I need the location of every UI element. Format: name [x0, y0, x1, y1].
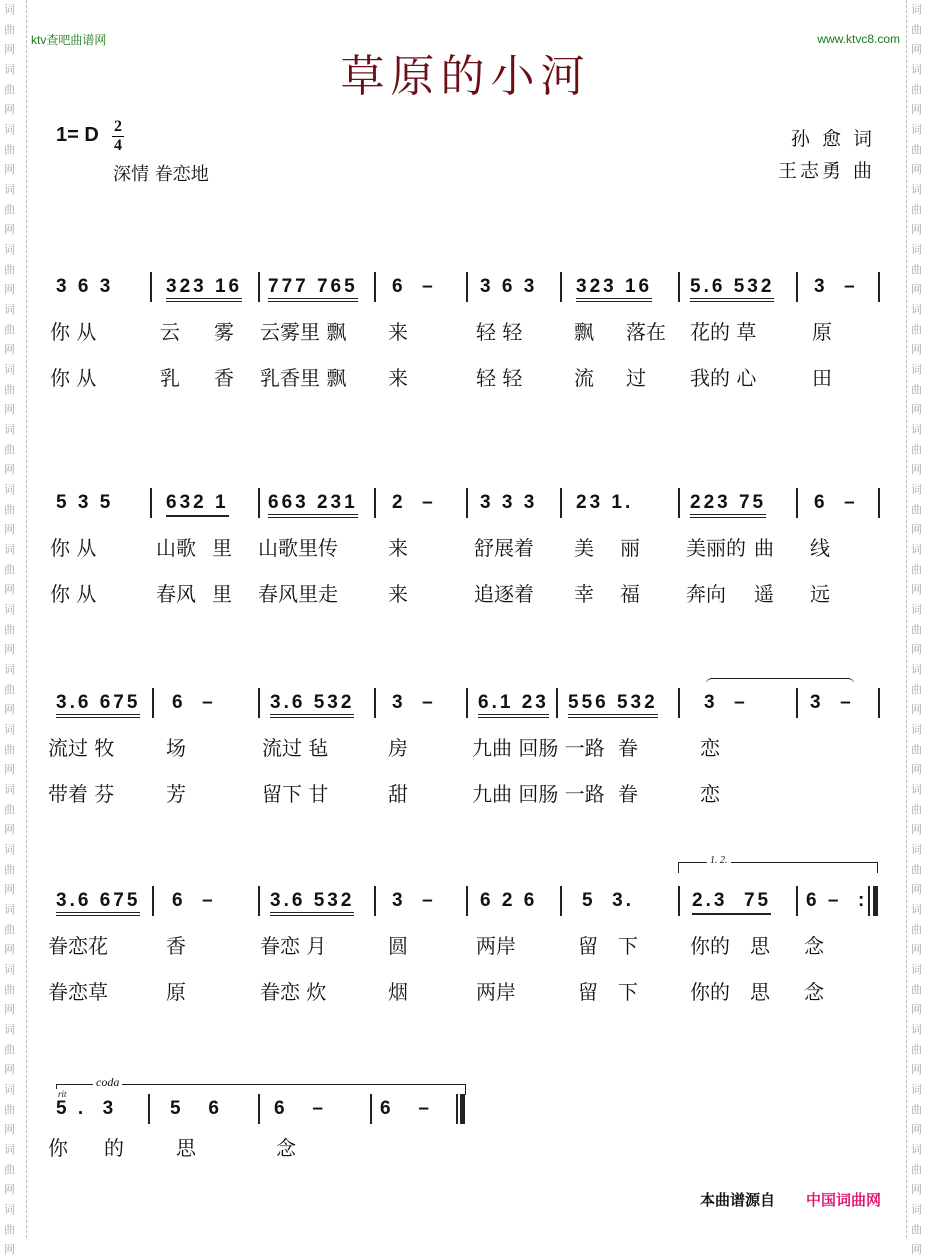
- watermark-text: 词 曲 网: [4, 723, 15, 776]
- lyric: 带着 芬: [48, 782, 115, 806]
- watermark-text: 词 曲 网: [911, 183, 922, 236]
- source-site-link[interactable]: 中国词曲网: [806, 1191, 882, 1209]
- lyric: 来: [388, 320, 408, 344]
- barline: [152, 688, 154, 718]
- lyric: 来: [388, 582, 408, 606]
- lyric: 你 从: [50, 582, 97, 606]
- watermark-text: 词 曲 网: [4, 303, 15, 356]
- barline: [796, 272, 798, 302]
- watermark-text: 词 曲 网: [4, 963, 15, 1016]
- barline: [796, 488, 798, 518]
- lyric: 九曲 回肠 一路: [472, 736, 605, 760]
- measure: 5 3.: [582, 890, 634, 911]
- right-watermark-column: [906, 0, 931, 1256]
- lyric: 思: [176, 1136, 196, 1160]
- barline: [466, 688, 468, 718]
- lyric: 芳: [166, 782, 186, 806]
- lyric: 眷: [618, 736, 638, 760]
- watermark-text: 词 曲 网: [911, 963, 922, 1016]
- lyric: 眷: [618, 782, 638, 806]
- measure: 3 –: [810, 692, 854, 713]
- watermark-text: 词 曲 网: [911, 1083, 922, 1136]
- lyrics-verse-1: [48, 524, 880, 570]
- lyric: 九曲 回肠 一路: [472, 782, 605, 806]
- measure: 3 –: [814, 276, 858, 297]
- notation-line: [48, 682, 880, 724]
- final-barline: [460, 1094, 465, 1124]
- lyric: 原: [812, 320, 832, 344]
- lyric: 思: [750, 934, 770, 958]
- barline: [152, 886, 154, 916]
- measure: 3.6 675: [56, 692, 140, 718]
- lyric: 房: [388, 736, 408, 760]
- lyric: 里: [212, 536, 232, 560]
- lyric: 的: [104, 1136, 124, 1160]
- barline: [556, 688, 558, 718]
- lyric: 线: [810, 536, 830, 560]
- barline: [678, 886, 680, 916]
- barline: [258, 488, 260, 518]
- watermark-text: 词 曲 网: [4, 843, 15, 896]
- lyric: 遥: [754, 582, 774, 606]
- lyric: 流: [574, 366, 594, 390]
- lyric: 圆: [388, 934, 408, 958]
- barline: [868, 886, 870, 916]
- barline: [374, 272, 376, 302]
- lyrics-verse-2: [48, 770, 880, 816]
- notation-line: [48, 880, 880, 922]
- time-bottom: 4: [114, 137, 122, 154]
- lyrics-verse-2: [48, 570, 880, 616]
- measure: 6 –: [380, 1098, 432, 1119]
- barline: [796, 688, 798, 718]
- lyric: 念: [276, 1136, 296, 1160]
- watermark-text: 词 曲 网: [4, 483, 15, 536]
- lyric: 山歌里传: [258, 536, 338, 560]
- measure: 3.6 675: [56, 890, 140, 916]
- lyric: 美丽的: [686, 536, 746, 560]
- barline: [258, 1094, 260, 1124]
- tempo-marking: 深情 眷恋地: [113, 164, 209, 185]
- measure: 3 –: [392, 692, 436, 713]
- lyric: 下: [618, 934, 638, 958]
- lyric: 田: [812, 366, 832, 390]
- watermark-text: 词 曲 网: [911, 303, 922, 356]
- measure: 6 –: [806, 890, 842, 911]
- watermark-text: 词 曲 网: [4, 903, 15, 956]
- barline: [560, 886, 562, 916]
- lyric: 原: [166, 980, 186, 1004]
- measure: 3.6 532: [270, 692, 354, 718]
- lyrics-verse-1: [48, 308, 880, 354]
- barline: [878, 272, 880, 302]
- lyric: 流过 毡: [262, 736, 329, 760]
- watermark-text: 词 曲 网: [4, 543, 15, 596]
- lyric: 落在: [626, 320, 666, 344]
- lyric: 甜: [388, 782, 408, 806]
- barline: [678, 272, 680, 302]
- lyric: 下: [618, 980, 638, 1004]
- watermark-text: 词 曲 网: [4, 603, 15, 656]
- lyric: 过: [626, 366, 646, 390]
- rit-marking: rit: [55, 1089, 70, 1099]
- measure: 323 16: [166, 276, 242, 302]
- lyric: 你: [48, 1136, 68, 1160]
- watermark-text: 词 曲 网: [911, 123, 922, 176]
- lyric: 山歌: [156, 536, 196, 560]
- time-top: 2: [114, 118, 122, 135]
- barline: [678, 688, 680, 718]
- measure: 5 6: [170, 1098, 222, 1119]
- source-label: 本曲谱源自: [700, 1191, 776, 1209]
- measure: 5 3 5: [56, 492, 114, 513]
- measure: 6 –: [814, 492, 858, 513]
- staff-system-1: [48, 266, 880, 400]
- lyric: 我的 心: [690, 366, 757, 390]
- measure: 6 –: [172, 890, 216, 911]
- barline: [258, 272, 260, 302]
- left-site-watermark: ktv查吧曲谱网: [31, 33, 107, 47]
- lyric: 轻 轻: [476, 366, 523, 390]
- lyric: 花的 草: [690, 320, 757, 344]
- staff-system-2: [48, 482, 880, 616]
- lyric: 恋: [700, 736, 720, 760]
- lyric: 飘: [574, 320, 594, 344]
- lyrics-verse-2: [48, 968, 880, 1014]
- volta-bracket: [678, 855, 878, 873]
- watermark-text: 词 曲 网: [911, 483, 922, 536]
- measure: 5.6 532: [690, 276, 774, 302]
- measure: 6 2 6: [480, 890, 538, 911]
- left-watermark-column: [0, 0, 27, 1256]
- lyric: 你的: [690, 980, 730, 1004]
- barline: [370, 1094, 372, 1124]
- barline: [678, 488, 680, 518]
- watermark-text: 词 曲 网: [4, 363, 15, 416]
- lyrics-verse-2: [48, 354, 880, 400]
- song-title: 草原的小河: [340, 51, 591, 102]
- lyric: 流过 牧: [48, 736, 115, 760]
- barline: [374, 688, 376, 718]
- repeat-dots: :: [858, 890, 865, 911]
- lyric: 你 从: [50, 536, 97, 560]
- lyrics-coda: [48, 1124, 468, 1170]
- lyric: 来: [388, 536, 408, 560]
- watermark-text: 词 曲 网: [911, 663, 922, 716]
- barline: [150, 488, 152, 518]
- measure: 3 –: [704, 692, 748, 713]
- measure: 2 –: [392, 492, 436, 513]
- notation-line: [48, 266, 880, 308]
- watermark-text: 词 曲 网: [911, 903, 922, 956]
- watermark-text: 词 曲 网: [911, 3, 922, 56]
- barline: [878, 688, 880, 718]
- notation-line: [48, 482, 880, 524]
- lyric: 奔向: [686, 582, 726, 606]
- lyric: 眷恋花: [48, 934, 108, 958]
- lyric: 烟: [388, 980, 408, 1004]
- measure: 3 –: [392, 890, 436, 911]
- measure: 663 231: [268, 492, 358, 518]
- watermark-text: 词 曲 网: [911, 723, 922, 776]
- lyric: 两岸: [476, 980, 516, 1004]
- watermark-text: 词 曲 网: [4, 1083, 15, 1136]
- time-signature: [112, 119, 124, 154]
- lyric: 乳: [160, 366, 180, 390]
- lyric: 春风里走: [258, 582, 338, 606]
- lyric: 云: [160, 320, 180, 344]
- barline: [466, 488, 468, 518]
- lyric: 场: [166, 736, 186, 760]
- barline: [466, 886, 468, 916]
- lyric: 眷恋 炊: [260, 980, 327, 1004]
- lyric: 念: [804, 934, 824, 958]
- measure: 556 532: [568, 692, 658, 718]
- barline: [258, 886, 260, 916]
- watermark-text: 词 曲 网: [911, 1203, 922, 1256]
- lyric: 眷恋草: [48, 980, 108, 1004]
- measure: 323 16: [576, 276, 652, 302]
- lyric: 留下 甘: [262, 782, 329, 806]
- lyric: 留: [578, 980, 598, 1004]
- lyric: 春风: [156, 582, 196, 606]
- lyric: 你 从: [50, 366, 97, 390]
- lyric: 来: [388, 366, 408, 390]
- lyric: 乳香里 飘: [260, 366, 347, 390]
- lyric: 轻 轻: [476, 320, 523, 344]
- lyric: 两岸: [476, 934, 516, 958]
- lyric: 云雾里 飘: [260, 320, 347, 344]
- lyric: 香: [166, 934, 186, 958]
- staff-system-4: [48, 855, 880, 1014]
- watermark-text: 词 曲 网: [911, 543, 922, 596]
- lyric: 念: [804, 980, 824, 1004]
- lyric: 留: [578, 934, 598, 958]
- measure: 3.6 532: [270, 890, 354, 916]
- watermark-text: 词 曲 网: [4, 123, 15, 176]
- lyric: 远: [810, 582, 830, 606]
- key-signature: 1= D: [56, 124, 99, 146]
- lyric: 追逐着: [474, 582, 534, 606]
- barline: [466, 272, 468, 302]
- lyric: 福: [620, 582, 640, 606]
- staff-system-3: [48, 682, 880, 816]
- barline: [374, 886, 376, 916]
- measure: 632 1: [166, 492, 229, 517]
- barline: [560, 488, 562, 518]
- barline: [150, 272, 152, 302]
- lyric: 恋: [700, 782, 720, 806]
- coda-label: coda: [93, 1075, 122, 1090]
- lyric: 幸: [574, 582, 594, 606]
- watermark-text: 词 曲 网: [4, 3, 15, 56]
- barline: [560, 272, 562, 302]
- measure: 3 3 3: [480, 492, 538, 513]
- lyric: 曲: [754, 536, 774, 560]
- watermark-text: 词 曲 网: [911, 243, 922, 296]
- lyric: 你的: [690, 934, 730, 958]
- watermark-text: 词 曲 网: [911, 363, 922, 416]
- lyric: 美: [574, 536, 594, 560]
- barline: [796, 886, 798, 916]
- composer-credit: 王志勇 曲: [777, 160, 875, 182]
- watermark-text: 词 曲 网: [911, 63, 922, 116]
- measure: 6 –: [172, 692, 216, 713]
- lyric: 雾: [214, 320, 234, 344]
- lyric: 思: [750, 980, 770, 1004]
- watermark-text: 词 曲 网: [4, 1203, 15, 1256]
- watermark-text: 词 曲 网: [911, 1023, 922, 1076]
- watermark-text: 词 曲 网: [4, 63, 15, 116]
- lyricist-credit: 孙 愈 词: [790, 128, 875, 150]
- watermark-text: 词 曲 网: [911, 423, 922, 476]
- barline: [374, 488, 376, 518]
- lyrics-verse-1: [48, 724, 880, 770]
- measure: 6 –: [274, 1098, 326, 1119]
- watermark-text: 词 曲 网: [4, 1143, 15, 1196]
- barline: [258, 688, 260, 718]
- measure: 5 . 3: [56, 1098, 117, 1119]
- barline: [878, 488, 880, 518]
- lyric: 香: [214, 366, 234, 390]
- watermark-text: 词 曲 网: [911, 843, 922, 896]
- lyric: 你 从: [50, 320, 97, 344]
- repeat-end-barline: [873, 886, 878, 916]
- volta-label: 1. 2.: [707, 855, 731, 866]
- measure: 2.3 75: [692, 890, 771, 915]
- watermark-text: 词 曲 网: [4, 1023, 15, 1076]
- watermark-text: 词 曲 网: [4, 423, 15, 476]
- watermark-text: 词 曲 网: [911, 783, 922, 836]
- measure: 223 75: [690, 492, 766, 518]
- measure: 3 6 3: [480, 276, 538, 297]
- lyric: 眷恋 月: [260, 934, 327, 958]
- lyric: 舒展着: [474, 536, 534, 560]
- right-site-watermark: www.ktvc8.com: [817, 32, 900, 46]
- watermark-text: 词 曲 网: [4, 243, 15, 296]
- lyrics-verse-1: [48, 922, 880, 968]
- watermark-text: 词 曲 网: [911, 603, 922, 656]
- lyric: 丽: [620, 536, 640, 560]
- watermark-text: 词 曲 网: [911, 1143, 922, 1196]
- watermark-text: 词 曲 网: [4, 663, 15, 716]
- measure: 6 –: [392, 276, 436, 297]
- staff-system-coda: [48, 1075, 468, 1178]
- measure: 777 765: [268, 276, 358, 302]
- barline: [456, 1094, 458, 1124]
- barline: [148, 1094, 150, 1124]
- watermark-text: 词 曲 网: [4, 783, 15, 836]
- watermark-text: 词 曲 网: [4, 183, 15, 236]
- measure: 23 1.: [576, 492, 634, 513]
- lyric: 里: [212, 582, 232, 606]
- measure: 6.1 23: [478, 692, 549, 718]
- measure: 3 6 3: [56, 276, 114, 297]
